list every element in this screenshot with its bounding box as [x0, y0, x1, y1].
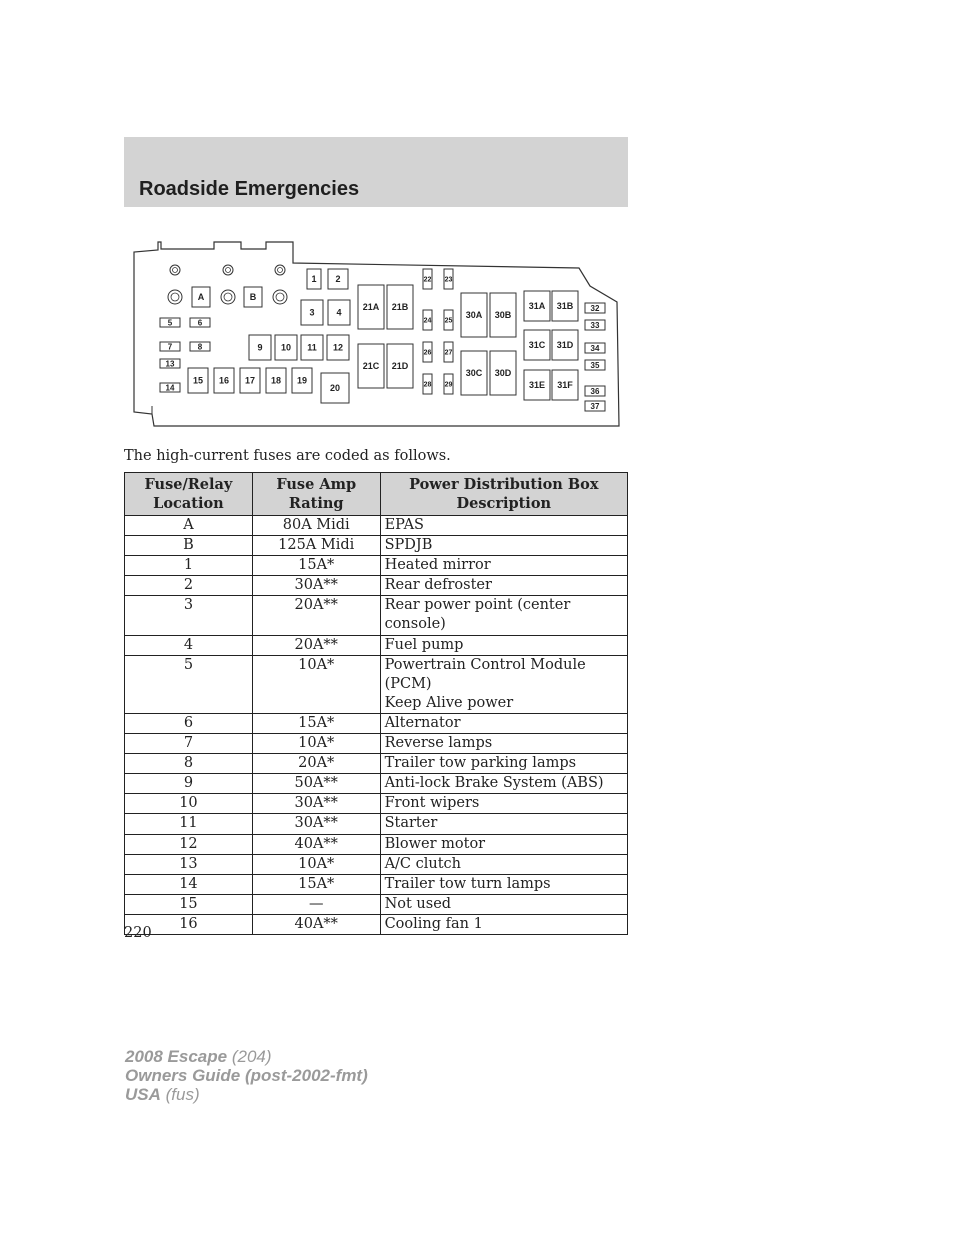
cell-location: 4	[125, 635, 253, 655]
table-row	[125, 874, 628, 894]
fuse-6-label: 6	[197, 318, 203, 328]
table-row	[125, 596, 628, 635]
relay-21D-label: 21D	[391, 361, 409, 372]
bolt-terminal	[221, 290, 235, 304]
fuse-19-label: 19	[296, 375, 308, 386]
bolt-terminal-inner	[276, 293, 284, 301]
fuse-8-label: 8	[197, 342, 203, 352]
relay-31B-label: 31B	[556, 301, 574, 312]
cell-rating: 125A Midi	[252, 536, 380, 556]
cell-description: Reverse lamps	[380, 734, 627, 754]
cell-location: 7	[125, 734, 253, 754]
cell-rating: 80A Midi	[252, 516, 380, 536]
table-row	[125, 713, 628, 733]
fuse-20-label: 20	[329, 383, 341, 394]
cell-rating: 20A**	[252, 635, 380, 655]
cell-description: Trailer tow parking lamps	[380, 754, 627, 774]
bolt-terminal-inner	[173, 268, 178, 273]
fuse-24-label: 24	[423, 317, 432, 325]
cell-location: 14	[125, 874, 253, 894]
cell-rating: 30A**	[252, 794, 380, 814]
cell-rating: 10A*	[252, 655, 380, 713]
fuse-7-label: 7	[167, 342, 173, 352]
cell-rating: 15A*	[252, 874, 380, 894]
bolt-terminal-inner	[226, 268, 231, 273]
table-row	[125, 655, 628, 713]
fuse-2-label: 2	[335, 274, 341, 285]
cell-location: 5	[125, 655, 253, 713]
cell-description: Rear power point (center console)	[380, 596, 627, 635]
bolt-terminal-inner	[224, 293, 232, 301]
relay-21A-label: 21A	[362, 302, 380, 313]
cell-description: Blower motor	[380, 834, 627, 854]
table-row	[125, 754, 628, 774]
fuse-35-label: 35	[590, 360, 600, 370]
fuse-16-label: 16	[218, 375, 230, 386]
fuse-12-label: 12	[332, 342, 344, 353]
cell-description: Cooling fan 1	[380, 914, 627, 934]
cell-location: 3	[125, 596, 253, 635]
cell-description: EPAS	[380, 516, 627, 536]
cell-location: 1	[125, 556, 253, 576]
relay-21C-label: 21C	[362, 361, 380, 372]
cell-description: Powertrain Control Module (PCM) Keep Alive power	[380, 655, 627, 713]
cell-description: Anti-lock Brake System (ABS)	[380, 774, 627, 794]
table-row	[125, 516, 628, 536]
fuse-28-label: 28	[423, 381, 432, 389]
fuse-27-label: 27	[444, 349, 453, 357]
cell-description: Heated mirror	[380, 556, 627, 576]
cell-location: 10	[125, 794, 253, 814]
fuse-25-label: 25	[444, 317, 453, 325]
footer-line-1: 2008 Escape (204)	[125, 1047, 272, 1066]
cell-rating: —	[252, 894, 380, 914]
table-row	[125, 914, 628, 934]
table-row	[125, 536, 628, 556]
cell-rating: 40A**	[252, 834, 380, 854]
fuse-36-label: 36	[590, 386, 600, 396]
relay-30A-label: 30A	[465, 310, 483, 321]
footer	[125, 1047, 368, 1104]
column-header-rating: Fuse Amp Rating	[252, 473, 380, 516]
relay-30D-label: 30D	[494, 368, 512, 379]
fuse-33-label: 33	[590, 320, 600, 330]
fuse-23-label: 23	[444, 276, 453, 284]
relay-31F-label: 31F	[557, 380, 573, 391]
footer-line-2: Owners Guide (post-2002-fmt)	[125, 1066, 368, 1085]
fuse-5-label: 5	[167, 318, 173, 328]
cell-description: SPDJB	[380, 536, 627, 556]
fuse-1-label: 1	[311, 274, 317, 285]
cell-rating: 10A*	[252, 854, 380, 874]
cell-location: 16	[125, 914, 253, 934]
fuse-26-label: 26	[423, 349, 432, 357]
table-row	[125, 734, 628, 754]
relay-31D-label: 31D	[556, 340, 574, 351]
table-row	[125, 774, 628, 794]
fuse-14-label: 14	[165, 383, 175, 393]
cell-description: Fuel pump	[380, 635, 627, 655]
table-row	[125, 834, 628, 854]
table-row	[125, 576, 628, 596]
cell-location: 12	[125, 834, 253, 854]
cell-rating: 20A**	[252, 596, 380, 635]
relay-31E-label: 31E	[528, 380, 546, 391]
cell-rating: 20A*	[252, 754, 380, 774]
midi-fuse-a-label: A	[197, 292, 205, 303]
cell-rating: 30A**	[252, 576, 380, 596]
cell-location: 8	[125, 754, 253, 774]
cell-location: A	[125, 516, 253, 536]
fuse-29-label: 29	[444, 381, 453, 389]
fuse-17-label: 17	[244, 375, 256, 386]
cell-location: B	[125, 536, 253, 556]
fuse-4-label: 4	[336, 307, 342, 318]
fuse-table	[124, 472, 628, 935]
table-row	[125, 556, 628, 576]
page-number: 220	[124, 925, 152, 941]
cell-rating: 40A**	[252, 914, 380, 934]
bolt-terminal	[168, 290, 182, 304]
fuse-10-label: 10	[280, 342, 292, 353]
fuse-11-label: 11	[307, 342, 317, 353]
cell-description: Starter	[380, 814, 627, 834]
cell-description: Front wipers	[380, 794, 627, 814]
cell-rating: 15A*	[252, 556, 380, 576]
fuse-37-label: 37	[590, 401, 600, 411]
fuse-9-label: 9	[257, 342, 263, 353]
cell-rating: 10A*	[252, 734, 380, 754]
bolt-terminal	[223, 265, 233, 275]
column-header-description: Power Distribution Box Description	[380, 473, 627, 516]
cell-location: 11	[125, 814, 253, 834]
cell-location: 2	[125, 576, 253, 596]
fuse-15-label: 15	[192, 375, 204, 386]
fuse-18-label: 18	[270, 375, 282, 386]
column-header-location: Fuse/Relay Location	[125, 473, 253, 516]
cell-description: A/C clutch	[380, 854, 627, 874]
relay-31C-label: 31C	[528, 340, 546, 351]
cell-description: Alternator	[380, 713, 627, 733]
bolt-terminal	[273, 290, 287, 304]
cell-location: 6	[125, 713, 253, 733]
table-header-row	[125, 473, 628, 516]
cell-rating: 50A**	[252, 774, 380, 794]
cell-location: 13	[125, 854, 253, 874]
bolt-terminal-inner	[278, 268, 283, 273]
cell-location: 9	[125, 774, 253, 794]
fuse-3-label: 3	[309, 307, 315, 318]
intro-text: The high-current fuses are coded as follows.	[124, 448, 451, 464]
cell-description: Rear defroster	[380, 576, 627, 596]
fuse-32-label: 32	[590, 303, 600, 313]
table-row	[125, 635, 628, 655]
relay-30C-label: 30C	[465, 368, 483, 379]
midi-fuse-b-label: B	[249, 292, 257, 303]
cell-rating: 15A*	[252, 713, 380, 733]
footer-line-3: USA (fus)	[125, 1085, 200, 1104]
cell-location: 15	[125, 894, 253, 914]
fuse-22-label: 22	[423, 276, 432, 284]
bolt-terminal	[275, 265, 285, 275]
table-row	[125, 814, 628, 834]
relay-31A-label: 31A	[528, 301, 546, 312]
table-row	[125, 794, 628, 814]
relay-30B-label: 30B	[494, 310, 512, 321]
cell-description: Trailer tow turn lamps	[380, 874, 627, 894]
bolt-terminal-inner	[171, 293, 179, 301]
bolt-terminal	[170, 265, 180, 275]
table-row	[125, 894, 628, 914]
table-row	[125, 854, 628, 874]
section-title: Roadside Emergencies	[139, 178, 360, 200]
fuse-13-label: 13	[165, 359, 175, 369]
fuse-34-label: 34	[590, 343, 600, 353]
cell-rating: 30A**	[252, 814, 380, 834]
cell-description: Not used	[380, 894, 627, 914]
relay-21B-label: 21B	[391, 302, 409, 313]
fuse-box-diagram	[124, 236, 628, 432]
